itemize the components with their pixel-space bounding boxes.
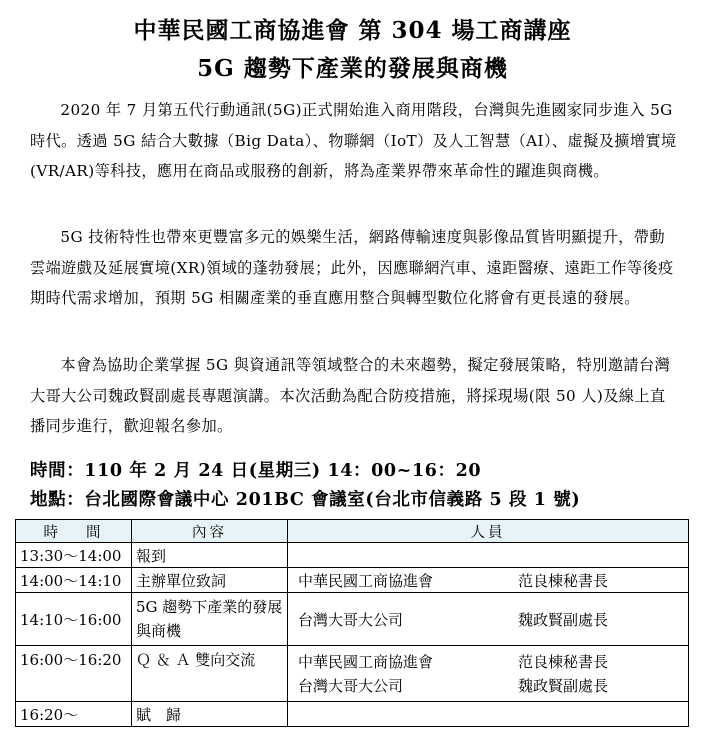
people-line-1 <box>292 650 684 674</box>
table-row <box>16 646 689 702</box>
header-time: 時 間 <box>16 520 132 543</box>
header-content: 內容 <box>132 520 288 543</box>
organization: 台灣大哥大公司 <box>298 610 404 629</box>
row-content: 主辦單位致詞 <box>132 568 288 593</box>
paragraph-invitation: 本會為協助企業掌握 5G 與資通訊等領域整合的未來趨勢，擬定發展策略，特別邀請台灣大哥大公司魏政賢副處長專題演講。本次活動為配合防疫措施，將採現場(限 50 人)及線上直播同步進行，歡迎報名參加。 <box>30 356 671 435</box>
row-time: 13:30～14:00 <box>16 543 132 568</box>
table-row <box>16 702 689 727</box>
speaker: 范良棟秘書長 <box>518 652 609 671</box>
row-people <box>288 593 689 646</box>
people-line-2 <box>292 674 684 698</box>
table-row <box>16 543 689 568</box>
row-content: Ｑ ＆ Ａ 雙向交流 <box>132 646 288 702</box>
row-people <box>288 702 689 727</box>
row-time: 14:00～14:10 <box>16 568 132 593</box>
speaker: 范良棟秘書長 <box>518 571 609 590</box>
row-content: 報到 <box>132 543 288 568</box>
schedule-header-row <box>16 520 689 543</box>
row-content: 5G 趨勢下產業的發展與商機 <box>132 593 288 646</box>
title-line-1: 中華民國工商協進會 第 304 場工商講座 <box>133 17 572 44</box>
organization: 台灣大哥大公司 <box>298 676 404 695</box>
paragraph-intro: 2020 年 7 月第五代行動通訊(5G)正式開始進入商用階段，台灣與先進國家同步進入 5G 時代。透過 5G 結合大數據（Big Data）、物聯網（IoT）及人工智慧（AI）、虛擬及擴增實境(VR/AR)等科技，應用在商品或服務的創新，將為產業界帶來革命性的躍進與商機。 <box>30 101 677 180</box>
speaker: 魏政賢副處長 <box>518 676 609 695</box>
event-time: 時間：110 年 2 月 24 日(星期三) 14：00~16：20 <box>30 461 482 481</box>
header-people: 人員 <box>288 520 689 543</box>
row-people <box>288 646 689 702</box>
row-content: 賦 歸 <box>132 702 288 727</box>
row-time: 14:10～16:00 <box>16 593 132 646</box>
organization: 中華民國工商協進會 <box>298 652 434 671</box>
speaker: 魏政賢副處長 <box>518 610 609 629</box>
schedule-table <box>15 519 689 727</box>
table-row <box>16 593 689 646</box>
paragraph-technology: 5G 技術特性也帶來更豐富多元的娛樂生活，網路傳輸速度與影像品質皆明顯提升，帶動雲端遊戲及延展實境(XR)領域的蓬勃發展；此外，因應聯網汽車、遠距醫療、遠距工作等後疫期時代需求增加，預期 5G 相關產業的垂直應用整合與轉型數位化將會有更長遠的發展。 <box>30 228 674 307</box>
event-location: 地點：台北國際會議中心 201BC 會議室(台北市信義路 5 段 1 號) <box>30 490 581 510</box>
row-time: 16:20～ <box>16 702 132 727</box>
organization: 中華民國工商協進會 <box>298 571 434 590</box>
row-people <box>288 543 689 568</box>
table-row <box>16 568 689 593</box>
row-people <box>288 568 689 593</box>
title-line-2: 5G 趨勢下產業的發展與商機 <box>197 55 508 82</box>
row-time: 16:00～16:20 <box>16 646 132 702</box>
